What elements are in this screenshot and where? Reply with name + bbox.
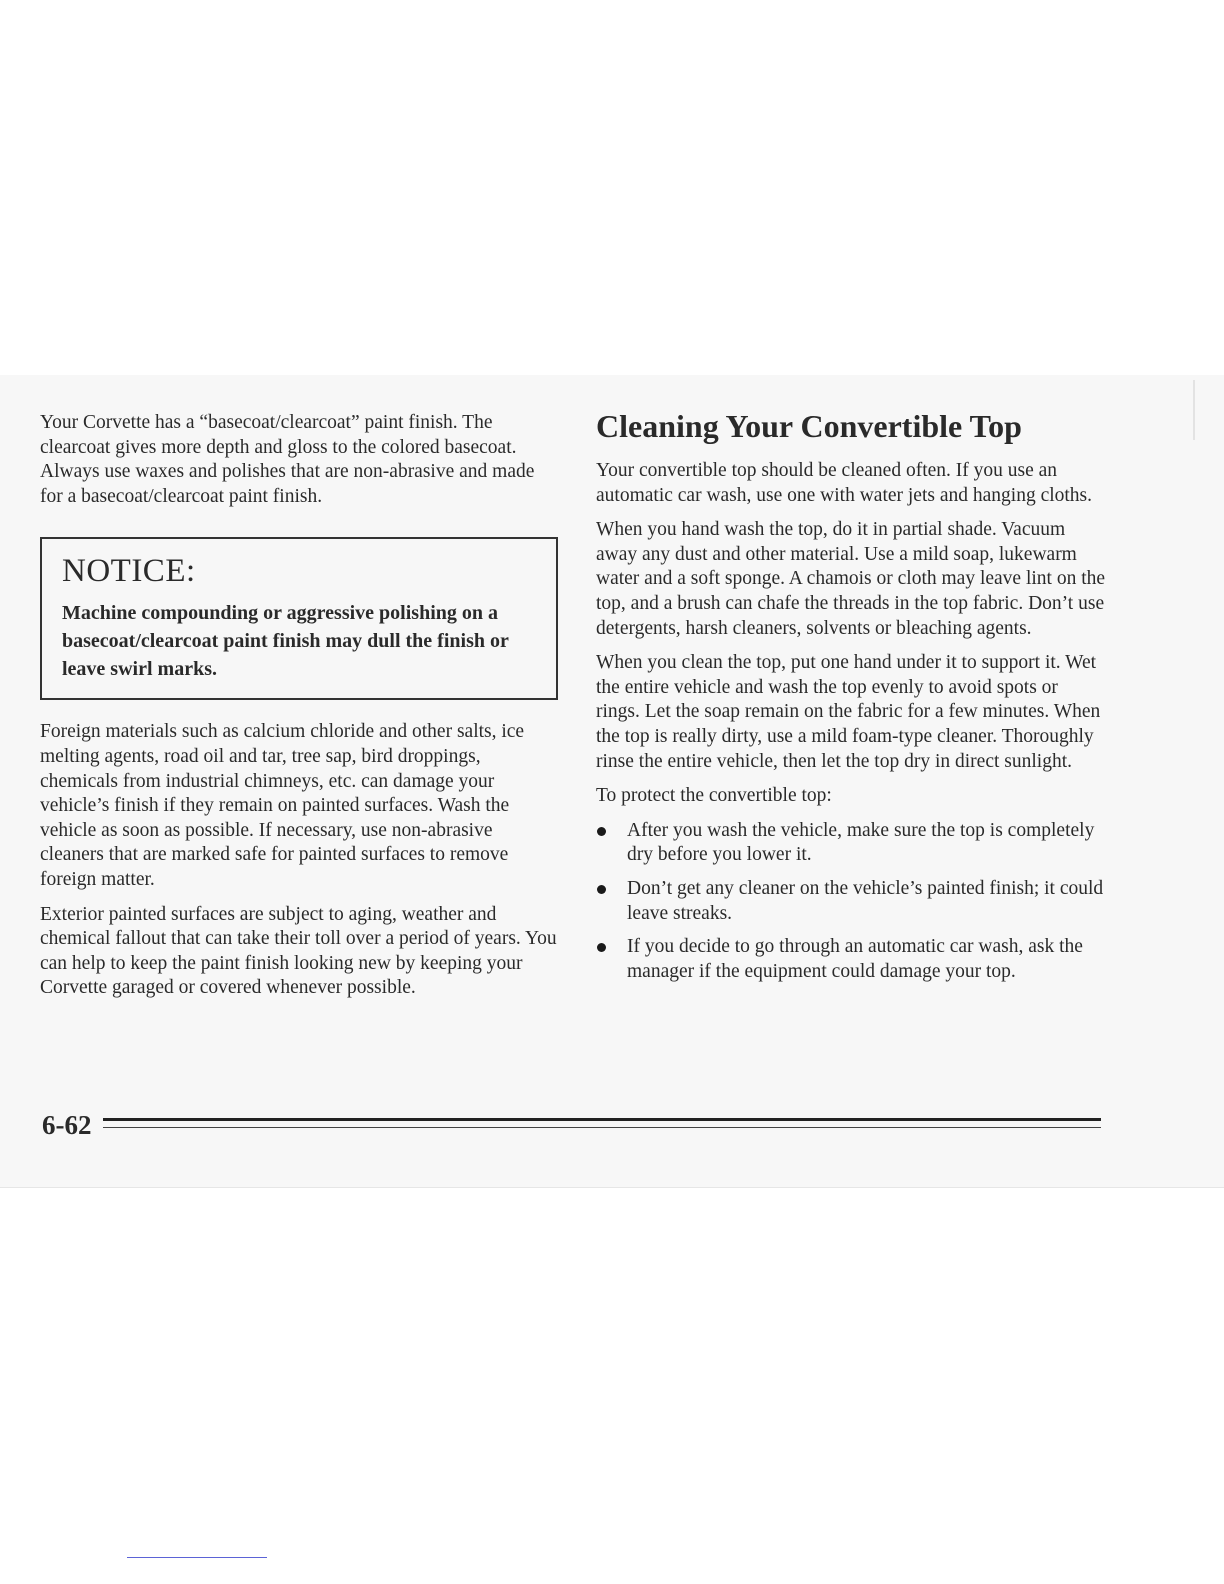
page-number: 6-62 [42, 1110, 92, 1140]
footer-rule-thin [103, 1127, 1101, 1128]
bullet-icon [597, 827, 606, 836]
footer-rule-thick [103, 1118, 1101, 1121]
intro-paragraph: Your Corvette has a “basecoat/clearcoat” paint finish. The clearcoat gives more depth and gloss to the colored basecoat. Always use waxes and polishes that are non-abrasive and made for a basecoat/clearcoat paint finish. [40, 412, 535, 507]
notice-title: NOTICE: [62, 553, 196, 590]
clean-often-paragraph: Your convertible top should be cleaned often. If you use an automatic car wash, use one with water jets and hanging cloths. [596, 460, 1093, 506]
list-item [596, 877, 1106, 926]
list-item-text: Don’t get any cleaner on the vehicle’s painted finish; it could leave streaks. [627, 877, 1104, 924]
left-column [40, 403, 560, 1011]
clean-top-paragraph: When you clean the top, put one hand under it to support it. Wet the entire vehicle and wash the top evenly to avoid spots or rings. Let the soap remain on the fabric for a few minutes. When the top is really dirty, use a mild foam-type cleaner. Thoroughly rinse the entire vehicle, then let the top dry in direct sunlight. [596, 652, 1101, 772]
section-title: Cleaning Your Convertible Top [596, 408, 1022, 444]
list-item-text: If you decide to go through an automatic car wash, ask the manager if the equipment could damage your top. [627, 936, 1083, 982]
list-item [596, 935, 1106, 984]
notice-box [40, 537, 558, 700]
aging-paragraph: Exterior painted surfaces are subject to aging, weather and chemical fallout that can take their toll over a period of years. You can help to keep the paint finish looking new by keeping your Corvette garaged or covered whenever possible. [40, 903, 557, 999]
notice-text: Machine compounding or aggressive polishing on a basecoat/clearcoat paint finish may dull the finish or leave swirl marks. [62, 602, 509, 681]
right-column [596, 403, 1106, 993]
hand-wash-paragraph: When you hand wash the top, do it in partial shade. Vacuum away any dust and other material. Use a mild soap, lukewarm water and a soft sponge. A chamois or cloth may leave lint on the top, and a brush can chafe the threads in the top fabric. Don’t use detergents, harsh cleaners, solvents or bleaching agents. [596, 519, 1106, 639]
foreign-materials-paragraph: Foreign materials such as calcium chloride and other salts, ice melting agents, road oil and tar, tree sap, bird droppings, chemicals from industrial chimneys, etc. can damage your vehicle’s finish if they remain on painted surfaces. Wash the vehicle as soon as possible. If necessary, use non-abrasive cleaners that are marked safe for painted surfaces to remove foreign matter. [40, 721, 525, 890]
protect-intro: To protect the convertible top: [596, 785, 832, 807]
list-item-text: After you wash the vehicle, make sure the top is completely dry before you lower it. [627, 819, 1095, 866]
bullet-icon [597, 885, 606, 894]
scan-edge-mark [1193, 380, 1195, 440]
protect-list [596, 819, 1106, 985]
bullet-icon [597, 943, 606, 952]
bottom-underline [127, 1557, 267, 1558]
list-item [596, 819, 1106, 868]
